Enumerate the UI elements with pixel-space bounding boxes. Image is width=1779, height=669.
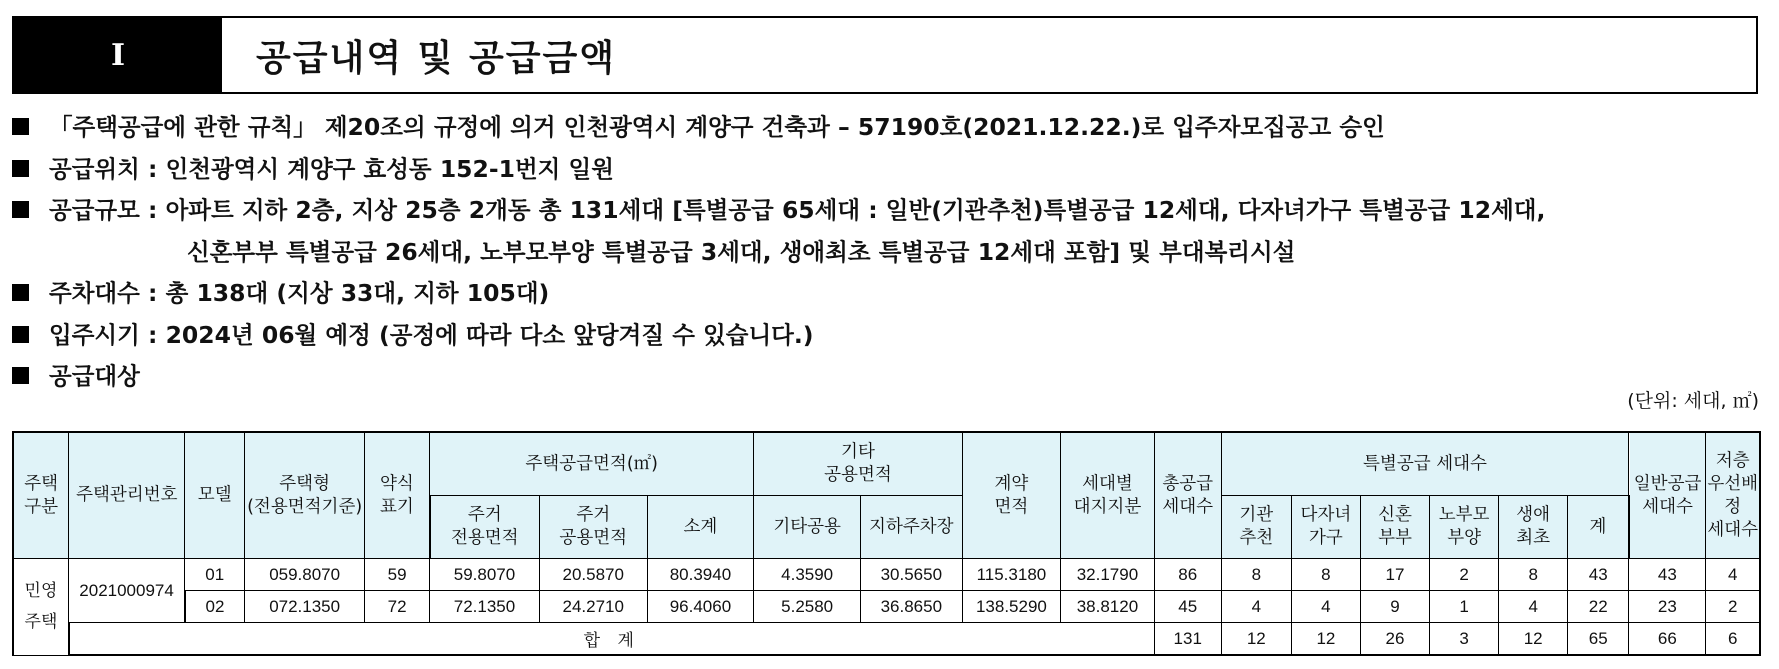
table-cell: 36.8650: [861, 591, 963, 623]
table-cell: 4: [1221, 591, 1291, 623]
table-cell: 2: [1706, 591, 1760, 623]
table-cell: 66: [1629, 623, 1706, 656]
header-contract-area: 계약 면적: [962, 432, 1061, 559]
header-sp-total: 계: [1568, 496, 1629, 559]
table-cell: 131: [1154, 623, 1221, 656]
header-sp-elderly: 노부모 부양: [1430, 496, 1499, 559]
table-cell: 38.8120: [1061, 591, 1154, 623]
bullet-item: [12, 190, 1772, 232]
bullet-text: 「주택공급에 관한 규칙」 제20조의 규정에 의거 인천광역시 계양구 건축과 – 57190호(2021.12.22.)로 입주자모집공고 승인: [49, 113, 1385, 141]
table-cell: 30.5650: [861, 559, 963, 591]
section-title: 공급내역 및 공급금액: [256, 37, 617, 79]
table-cell: 22: [1568, 591, 1629, 623]
table-cell: 45: [1154, 591, 1221, 623]
section-number: I: [14, 18, 222, 92]
table-cell: 8: [1291, 559, 1360, 591]
header-other-area: 기타 공용면적: [754, 432, 962, 496]
table-cell: 20.5870: [539, 559, 647, 591]
table-cell: 65: [1568, 623, 1629, 656]
bullet-text: 공급규모 : 아파트 지하 2층, 지상 25층 2개동 총 131세대 [특별공급 65세대 : 일반(기관추천)특별공급 12세대, 다자녀가구 특별공급 12세대,: [49, 196, 1546, 224]
header-sp-institution: 기관 추천: [1221, 496, 1291, 559]
mgmt-no-cell: 2021000974: [69, 559, 185, 623]
header-abbr: 약식 표기: [365, 432, 430, 559]
table-cell: 26: [1360, 623, 1429, 656]
table-cell: 43: [1568, 559, 1629, 591]
bullet-item: [12, 149, 1772, 191]
header-subtotal: 소계: [647, 496, 754, 559]
table-cell: 72.1350: [430, 591, 540, 623]
header-common-area: 주거 공용면적: [539, 496, 647, 559]
table-cell: 01: [185, 559, 245, 591]
table-cell: 138.5290: [962, 591, 1061, 623]
table-cell: 3: [1430, 623, 1499, 656]
table-cell: 96.4060: [647, 591, 754, 623]
table-total-row: [13, 623, 1760, 656]
header-other-common: 기타공용: [754, 496, 861, 559]
bullet-text: 주차대수 : 총 138대 (지상 33대, 지하 105대): [49, 279, 550, 307]
table-cell: 115.3180: [962, 559, 1061, 591]
table-cell: 59.8070: [430, 559, 540, 591]
header-model: 모델: [185, 432, 245, 559]
header-total-supply: 총공급 세대수: [1154, 432, 1221, 559]
bullet-text: 공급대상: [49, 362, 140, 390]
table-cell: 17: [1360, 559, 1429, 591]
table-cell: 12: [1221, 623, 1291, 656]
table-cell: 24.2710: [539, 591, 647, 623]
table-cell: 12: [1499, 623, 1568, 656]
header-parking: 지하주차장: [861, 496, 963, 559]
table-cell: 8: [1499, 559, 1568, 591]
table-cell: 2: [1430, 559, 1499, 591]
table-cell: 072.1350: [245, 591, 365, 623]
table-cell: 86: [1154, 559, 1221, 591]
header-low-floor: 저층 우선배정 세대수: [1706, 432, 1760, 559]
table-cell: 12: [1291, 623, 1360, 656]
bullet-item: [12, 315, 1772, 357]
table-row: [13, 591, 1760, 623]
header-housing-type: 주택 구분: [13, 432, 69, 559]
table-cell: 32.1790: [1061, 559, 1154, 591]
table-cell: 059.8070: [245, 559, 365, 591]
table-cell: 4: [1291, 591, 1360, 623]
table-cell: 4: [1499, 591, 1568, 623]
total-label-cell: 합 계: [69, 623, 1154, 656]
square-bullet-icon: [12, 201, 29, 218]
header-sp-first-time: 생애 최초: [1499, 496, 1568, 559]
table-cell: 4.3590: [754, 559, 861, 591]
housing-category-cell: 민영 주택: [13, 559, 69, 656]
table-cell: 4: [1706, 559, 1760, 591]
header-sp-newlywed: 신혼 부부: [1360, 496, 1429, 559]
table-cell: 72: [365, 591, 430, 623]
table-cell: 02: [185, 591, 245, 623]
bullet-list: [12, 107, 1772, 398]
header-mgmt-no: 주택관리번호: [69, 432, 185, 559]
bullet-text: 입주시기 : 2024년 06월 예정 (공정에 따라 다소 앞당겨질 수 있습니다.): [49, 320, 814, 349]
header-supply-area: 주택공급면적(㎡): [430, 432, 754, 496]
table-cell: 43: [1629, 559, 1706, 591]
square-bullet-icon: [12, 284, 29, 301]
supply-table: [12, 431, 1761, 656]
header-special-supply: 특별공급 세대수: [1221, 432, 1628, 496]
table-cell: 6: [1706, 623, 1760, 656]
table-cell: 59: [365, 559, 430, 591]
bullet-item: [12, 273, 1772, 315]
bullet-item: [12, 107, 1772, 149]
bullet-continuation: [12, 232, 1772, 274]
table-cell: 5.2580: [754, 591, 861, 623]
square-bullet-icon: [12, 118, 29, 135]
bullet-text: 공급위치 : 인천광역시 계양구 효성동 152-1번지 일원: [49, 154, 614, 183]
table-cell: 1: [1430, 591, 1499, 623]
square-bullet-icon: [12, 367, 29, 384]
header-house-type: 주택형 (전용면적기준): [245, 432, 365, 559]
table-cell: 80.3940: [647, 559, 754, 591]
header-general-supply: 일반공급 세대수: [1629, 432, 1706, 559]
unit-note: (단위: 세대, ㎡): [1627, 390, 1759, 412]
square-bullet-icon: [12, 160, 29, 177]
header-land-share: 세대별 대지지분: [1061, 432, 1154, 559]
table-cell: 9: [1360, 591, 1429, 623]
square-bullet-icon: [12, 326, 29, 343]
header-exclusive-area: 주거 전용면적: [430, 496, 540, 559]
table-cell: 8: [1221, 559, 1291, 591]
header-sp-multichild: 다자녀 가구: [1291, 496, 1360, 559]
bullet-text: 신혼부부 특별공급 26세대, 노부모부양 특별공급 3세대, 생애최초 특별공급 12세대 포함] 및 부대복리시설: [187, 237, 1296, 266]
bullet-item: [12, 356, 1772, 398]
table-row: [13, 559, 1760, 591]
table-cell: 23: [1629, 591, 1706, 623]
section-header: [12, 16, 1758, 94]
